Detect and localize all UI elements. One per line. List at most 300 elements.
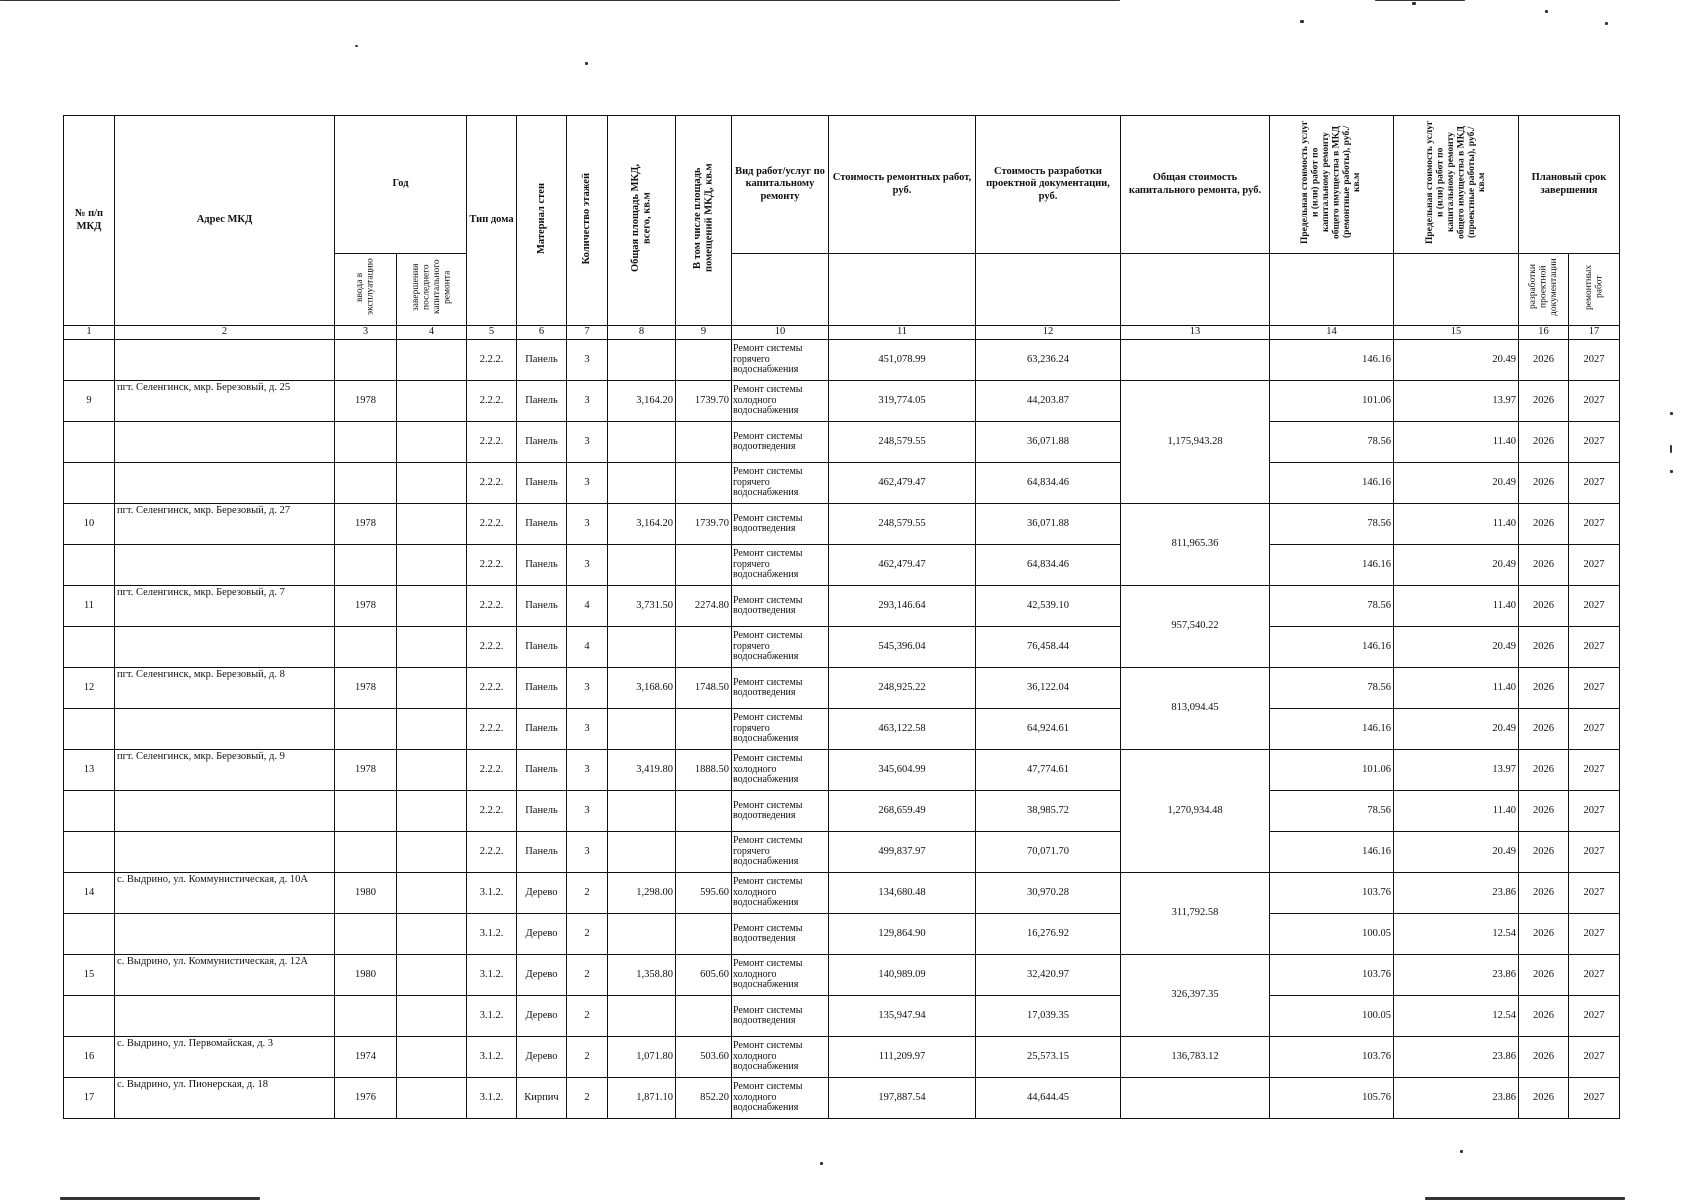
cell-design-cost: 42,539.10 [976,586,1121,627]
cell-deadline-design: 2026 [1519,381,1569,422]
table-row [64,1037,1620,1078]
cell-address [115,914,335,955]
capital-repair-table-sheet [63,115,1619,1119]
cell-year-commissioning [335,791,397,832]
cell-num [64,545,115,586]
table-row [64,504,1620,545]
cell-total-cost: 957,540.22 [1121,586,1270,668]
cell-wall-material: Панель [517,463,567,504]
cell-limit-repair: 78.56 [1270,586,1394,627]
cell-wall-material: Панель [517,750,567,791]
cell-wall-material: Панель [517,668,567,709]
cell-work-type: Ремонт системы холодного водоснабжения [732,750,829,791]
cell-year-commissioning [335,463,397,504]
cell-deadline-design: 2026 [1519,340,1569,381]
table-row [64,996,1620,1037]
cell-wall-material: Дерево [517,914,567,955]
cell-total-cost: 811,965.36 [1121,504,1270,586]
cell-house-type: 2.2.2. [467,463,517,504]
cell-repair-cost: 129,864.90 [829,914,976,955]
cell-area-living: 1739.70 [676,504,732,545]
header-deadline-design-text: разработки проектной документации [1527,258,1559,317]
cell-wall-material: Панель [517,381,567,422]
cell-limit-repair: 101.06 [1270,750,1394,791]
cell-house-type: 2.2.2. [467,340,517,381]
cell-num: 15 [64,955,115,996]
header-area-total-text: Общая площадь МКД, всего, кв.м [629,164,653,273]
cell-floors: 3 [567,422,608,463]
cell-limit-repair: 146.16 [1270,545,1394,586]
header-limit-repair-text: Предельная стоимость услуг и (или) работ по капитальному ремонту общего имущества в МКД (ремонтные работы), руб./кв.м [1300,120,1363,245]
cell-limit-repair: 146.16 [1270,832,1394,873]
cell-limit-design: 20.49 [1394,832,1519,873]
header-deadline-design [1519,254,1569,326]
cell-area-total: 1,358.80 [608,955,676,996]
cell-area-living [676,791,732,832]
cell-num [64,340,115,381]
cell-year-last-repair [397,791,467,832]
cell-floors: 3 [567,709,608,750]
cell-total-cost: 311,792.58 [1121,873,1270,955]
cell-house-type: 3.1.2. [467,873,517,914]
column-number: 10 [732,326,829,340]
cell-year-commissioning: 1978 [335,750,397,791]
cell-floors: 3 [567,504,608,545]
cell-limit-design: 23.86 [1394,873,1519,914]
cell-year-commissioning [335,545,397,586]
header-area-living [676,116,732,326]
cell-limit-repair: 100.05 [1270,996,1394,1037]
cell-wall-material: Панель [517,791,567,832]
table-row [64,545,1620,586]
cell-area-living: 1748.50 [676,668,732,709]
cell-num: 14 [64,873,115,914]
cell-deadline-repair: 2027 [1569,873,1620,914]
cell-area-living [676,627,732,668]
cell-design-cost: 36,071.88 [976,422,1121,463]
cell-year-last-repair [397,340,467,381]
cell-design-cost: 38,985.72 [976,791,1121,832]
cell-area-living [676,422,732,463]
cell-repair-cost: 345,604.99 [829,750,976,791]
cell-address [115,463,335,504]
cell-design-cost: 64,834.46 [976,545,1121,586]
cell-area-living: 852.20 [676,1078,732,1119]
cell-work-type: Ремонт системы водоотведения [732,791,829,832]
cell-year-commissioning: 1974 [335,1037,397,1078]
cell-address: пгт. Селенгинск, мкр. Березовый, д. 25 [115,381,335,422]
cell-design-cost: 64,834.46 [976,463,1121,504]
column-number: 16 [1519,326,1569,340]
cell-area-total [608,340,676,381]
cell-deadline-repair: 2027 [1569,750,1620,791]
table-row [64,627,1620,668]
table-row [64,586,1620,627]
cell-wall-material: Дерево [517,996,567,1037]
cell-design-cost: 25,573.15 [976,1037,1121,1078]
cell-work-type: Ремонт системы холодного водоснабжения [732,1078,829,1119]
cell-repair-cost: 134,680.48 [829,873,976,914]
cell-design-cost: 32,420.97 [976,955,1121,996]
column-number: 8 [608,326,676,340]
cell-area-living: 595.60 [676,873,732,914]
cell-limit-repair: 103.76 [1270,955,1394,996]
cell-area-living: 503.60 [676,1037,732,1078]
cell-house-type: 3.1.2. [467,996,517,1037]
cell-deadline-repair: 2027 [1569,832,1620,873]
cell-limit-repair: 146.16 [1270,627,1394,668]
cell-design-cost: 44,644.45 [976,1078,1121,1119]
cell-wall-material: Кирпич [517,1078,567,1119]
table-row [64,668,1620,709]
column-number: 5 [467,326,517,340]
cell-house-type: 3.1.2. [467,1078,517,1119]
cell-total-cost: 1,175,943.28 [1121,381,1270,504]
cell-work-type: Ремонт системы холодного водоснабжения [732,381,829,422]
cell-design-cost: 16,276.92 [976,914,1121,955]
cell-address: с. Выдрино, ул. Первомайская, д. 3 [115,1037,335,1078]
cell-area-total [608,545,676,586]
cell-house-type: 2.2.2. [467,504,517,545]
cell-wall-material: Панель [517,586,567,627]
cell-repair-cost: 462,479.47 [829,463,976,504]
column-number: 6 [517,326,567,340]
cell-limit-repair: 103.76 [1270,873,1394,914]
cell-repair-cost: 499,837.97 [829,832,976,873]
cell-limit-design: 11.40 [1394,668,1519,709]
cell-year-commissioning: 1980 [335,955,397,996]
cell-limit-repair: 78.56 [1270,422,1394,463]
cell-floors: 2 [567,914,608,955]
cell-work-type: Ремонт системы водоотведения [732,504,829,545]
capital-repair-table [63,115,1620,1119]
cell-limit-design: 11.40 [1394,422,1519,463]
cell-limit-design: 13.97 [1394,750,1519,791]
cell-work-type: Ремонт системы горячего водоснабжения [732,832,829,873]
cell-work-type: Ремонт системы горячего водоснабжения [732,545,829,586]
cell-address: пгт. Селенгинск, мкр. Березовый, д. 7 [115,586,335,627]
header-limit-design [1394,116,1519,254]
cell-address [115,832,335,873]
cell-address [115,791,335,832]
cell-repair-cost: 462,479.47 [829,545,976,586]
cell-work-type: Ремонт системы горячего водоснабжения [732,463,829,504]
header-year-commissioning [335,254,397,326]
cell-limit-design: 13.97 [1394,381,1519,422]
cell-limit-repair: 146.16 [1270,709,1394,750]
cell-work-type: Ремонт системы водоотведения [732,996,829,1037]
cell-year-commissioning [335,709,397,750]
cell-design-cost: 63,236.24 [976,340,1121,381]
cell-limit-design: 20.49 [1394,709,1519,750]
cell-deadline-design: 2026 [1519,996,1569,1037]
cell-year-commissioning: 1978 [335,668,397,709]
cell-year-commissioning: 1980 [335,873,397,914]
cell-year-last-repair [397,1037,467,1078]
cell-limit-repair: 146.16 [1270,463,1394,504]
cell-deadline-design: 2026 [1519,914,1569,955]
table-row [64,955,1620,996]
table-row [64,750,1620,791]
cell-wall-material: Дерево [517,1037,567,1078]
cell-design-cost: 17,039.35 [976,996,1121,1037]
cell-area-total [608,422,676,463]
cell-num [64,463,115,504]
cell-num: 13 [64,750,115,791]
header-limit-design-text: Предельная стоимость услуг и (или) работ по капитальному ремонту общего имущества в МКД (проектные работы), руб./кв.м [1424,120,1487,245]
cell-num: 9 [64,381,115,422]
cell-year-last-repair [397,709,467,750]
header-design-cost-sub [976,254,1121,326]
cell-deadline-design: 2026 [1519,586,1569,627]
header-year-last-repair [397,254,467,326]
cell-area-total: 3,164.20 [608,504,676,545]
cell-wall-material: Дерево [517,955,567,996]
cell-house-type: 2.2.2. [467,586,517,627]
cell-deadline-design: 2026 [1519,873,1569,914]
cell-house-type: 2.2.2. [467,627,517,668]
cell-limit-repair: 105.76 [1270,1078,1394,1119]
cell-limit-design: 11.40 [1394,504,1519,545]
column-number-row [64,326,1620,340]
header-design-cost: Стоимость разработки проектной документации, руб. [976,116,1121,254]
column-number: 15 [1394,326,1519,340]
cell-num [64,832,115,873]
cell-num [64,627,115,668]
cell-deadline-design: 2026 [1519,1037,1569,1078]
column-number: 2 [115,326,335,340]
table-row [64,873,1620,914]
cell-deadline-design: 2026 [1519,504,1569,545]
cell-deadline-design: 2026 [1519,668,1569,709]
cell-work-type: Ремонт системы водоотведения [732,586,829,627]
cell-repair-cost: 248,579.55 [829,422,976,463]
cell-work-type: Ремонт системы водоотведения [732,422,829,463]
cell-house-type: 2.2.2. [467,791,517,832]
cell-area-living [676,914,732,955]
cell-year-last-repair [397,1078,467,1119]
cell-deadline-design: 2026 [1519,791,1569,832]
cell-deadline-design: 2026 [1519,545,1569,586]
column-number: 13 [1121,326,1270,340]
cell-deadline-repair: 2027 [1569,709,1620,750]
cell-area-total [608,463,676,504]
cell-deadline-repair: 2027 [1569,422,1620,463]
cell-deadline-design: 2026 [1519,955,1569,996]
cell-deadline-repair: 2027 [1569,381,1620,422]
cell-area-living: 2274.80 [676,586,732,627]
cell-work-type: Ремонт системы горячего водоснабжения [732,340,829,381]
cell-year-commissioning: 1978 [335,586,397,627]
cell-house-type: 2.2.2. [467,832,517,873]
cell-floors: 3 [567,791,608,832]
cell-house-type: 2.2.2. [467,381,517,422]
header-wall-material-text: Материал стен [535,182,547,254]
cell-work-type: Ремонт системы горячего водоснабжения [732,627,829,668]
cell-area-total [608,709,676,750]
cell-deadline-design: 2026 [1519,750,1569,791]
cell-num [64,422,115,463]
cell-repair-cost: 293,146.64 [829,586,976,627]
cell-wall-material: Панель [517,422,567,463]
cell-repair-cost: 135,947.94 [829,996,976,1037]
column-number: 17 [1569,326,1620,340]
cell-limit-design: 23.86 [1394,955,1519,996]
cell-num [64,996,115,1037]
header-floors [567,116,608,326]
cell-area-living [676,545,732,586]
cell-area-total: 1,071.80 [608,1037,676,1078]
cell-design-cost: 64,924.61 [976,709,1121,750]
cell-area-living [676,709,732,750]
cell-design-cost: 36,071.88 [976,504,1121,545]
cell-area-living [676,340,732,381]
cell-deadline-repair: 2027 [1569,340,1620,381]
cell-deadline-design: 2026 [1519,832,1569,873]
cell-year-last-repair [397,914,467,955]
cell-wall-material: Панель [517,832,567,873]
cell-area-living: 1888.50 [676,750,732,791]
cell-year-last-repair [397,504,467,545]
cell-address: с. Выдрино, ул. Коммунистическая, д. 12А [115,955,335,996]
header-total-cost: Общая стоимость капитального ремонта, руб. [1121,116,1270,254]
cell-deadline-repair: 2027 [1569,996,1620,1037]
column-number: 12 [976,326,1121,340]
cell-address [115,340,335,381]
table-row [64,381,1620,422]
cell-num [64,709,115,750]
table-row [64,709,1620,750]
cell-limit-design: 20.49 [1394,627,1519,668]
cell-year-commissioning: 1978 [335,381,397,422]
cell-deadline-repair: 2027 [1569,791,1620,832]
cell-wall-material: Панель [517,504,567,545]
cell-limit-repair: 78.56 [1270,668,1394,709]
cell-year-last-repair [397,955,467,996]
cell-limit-repair: 100.05 [1270,914,1394,955]
cell-work-type: Ремонт системы горячего водоснабжения [732,709,829,750]
cell-year-commissioning [335,832,397,873]
cell-wall-material: Панель [517,709,567,750]
cell-year-last-repair [397,996,467,1037]
cell-area-total: 3,419.80 [608,750,676,791]
cell-area-total: 3,164.20 [608,381,676,422]
header-year-commissioning-text: ввода в эксплуатацию [355,259,376,316]
cell-design-cost: 76,458.44 [976,627,1121,668]
header-deadline: Плановый срок завершения [1519,116,1620,254]
header-area-living-text: В том числе площадь помещений МКД, кв.м [691,164,715,273]
cell-limit-design: 11.40 [1394,586,1519,627]
column-number: 14 [1270,326,1394,340]
cell-repair-cost: 248,925.22 [829,668,976,709]
cell-year-commissioning [335,422,397,463]
cell-limit-design: 11.40 [1394,791,1519,832]
cell-num: 11 [64,586,115,627]
cell-area-living [676,996,732,1037]
cell-repair-cost: 111,209.97 [829,1037,976,1078]
header-limit-design-sub [1394,254,1519,326]
cell-wall-material: Панель [517,627,567,668]
cell-deadline-design: 2026 [1519,1078,1569,1119]
cell-year-commissioning: 1978 [335,504,397,545]
cell-deadline-repair: 2027 [1569,627,1620,668]
table-row [64,463,1620,504]
cell-address [115,627,335,668]
cell-year-last-repair [397,463,467,504]
cell-house-type: 2.2.2. [467,545,517,586]
cell-design-cost: 70,071.70 [976,832,1121,873]
cell-design-cost: 30,970.28 [976,873,1121,914]
cell-area-total: 1,871.10 [608,1078,676,1119]
cell-work-type: Ремонт системы холодного водоснабжения [732,1037,829,1078]
cell-limit-design: 23.86 [1394,1037,1519,1078]
cell-limit-design: 20.49 [1394,340,1519,381]
column-number: 7 [567,326,608,340]
cell-limit-design: 23.86 [1394,1078,1519,1119]
cell-floors: 3 [567,668,608,709]
cell-year-last-repair [397,545,467,586]
cell-area-total [608,914,676,955]
cell-num [64,791,115,832]
cell-limit-repair: 103.76 [1270,1037,1394,1078]
cell-design-cost: 44,203.87 [976,381,1121,422]
cell-house-type: 3.1.2. [467,914,517,955]
cell-year-commissioning: 1976 [335,1078,397,1119]
cell-area-living [676,832,732,873]
table-row [64,422,1620,463]
cell-deadline-repair: 2027 [1569,504,1620,545]
cell-address [115,422,335,463]
cell-year-last-repair [397,381,467,422]
column-number: 1 [64,326,115,340]
header-address: Адрес МКД [115,116,335,326]
cell-area-total [608,832,676,873]
cell-repair-cost: 197,887.54 [829,1078,976,1119]
cell-address: пгт. Селенгинск, мкр. Березовый, д. 9 [115,750,335,791]
header-deadline-repair-text: ремонтных работ [1583,264,1604,311]
cell-deadline-design: 2026 [1519,422,1569,463]
header-work-type-sub [732,254,829,326]
cell-area-total: 3,731.50 [608,586,676,627]
cell-address [115,996,335,1037]
header-year-last-repair-text: завершения последнего капитального ремонта [410,260,452,315]
cell-deadline-design: 2026 [1519,463,1569,504]
cell-repair-cost: 140,989.09 [829,955,976,996]
cell-limit-repair: 101.06 [1270,381,1394,422]
cell-num: 12 [64,668,115,709]
cell-year-commissioning [335,340,397,381]
cell-wall-material: Дерево [517,873,567,914]
table-body [64,340,1620,1119]
header-year: Год [335,116,467,254]
cell-design-cost: 36,122.04 [976,668,1121,709]
cell-floors: 3 [567,832,608,873]
cell-year-last-repair [397,832,467,873]
cell-repair-cost: 545,396.04 [829,627,976,668]
cell-area-living: 1739.70 [676,381,732,422]
header-work-type: Вид работ/услуг по капитальному ремонту [732,116,829,254]
cell-limit-design: 20.49 [1394,463,1519,504]
header-wall-material [517,116,567,326]
cell-deadline-design: 2026 [1519,627,1569,668]
cell-work-type: Ремонт системы холодного водоснабжения [732,955,829,996]
header-deadline-repair [1569,254,1620,326]
cell-deadline-repair: 2027 [1569,463,1620,504]
table-row [64,340,1620,381]
cell-deadline-repair: 2027 [1569,668,1620,709]
cell-house-type: 3.1.2. [467,1037,517,1078]
cell-year-last-repair [397,586,467,627]
